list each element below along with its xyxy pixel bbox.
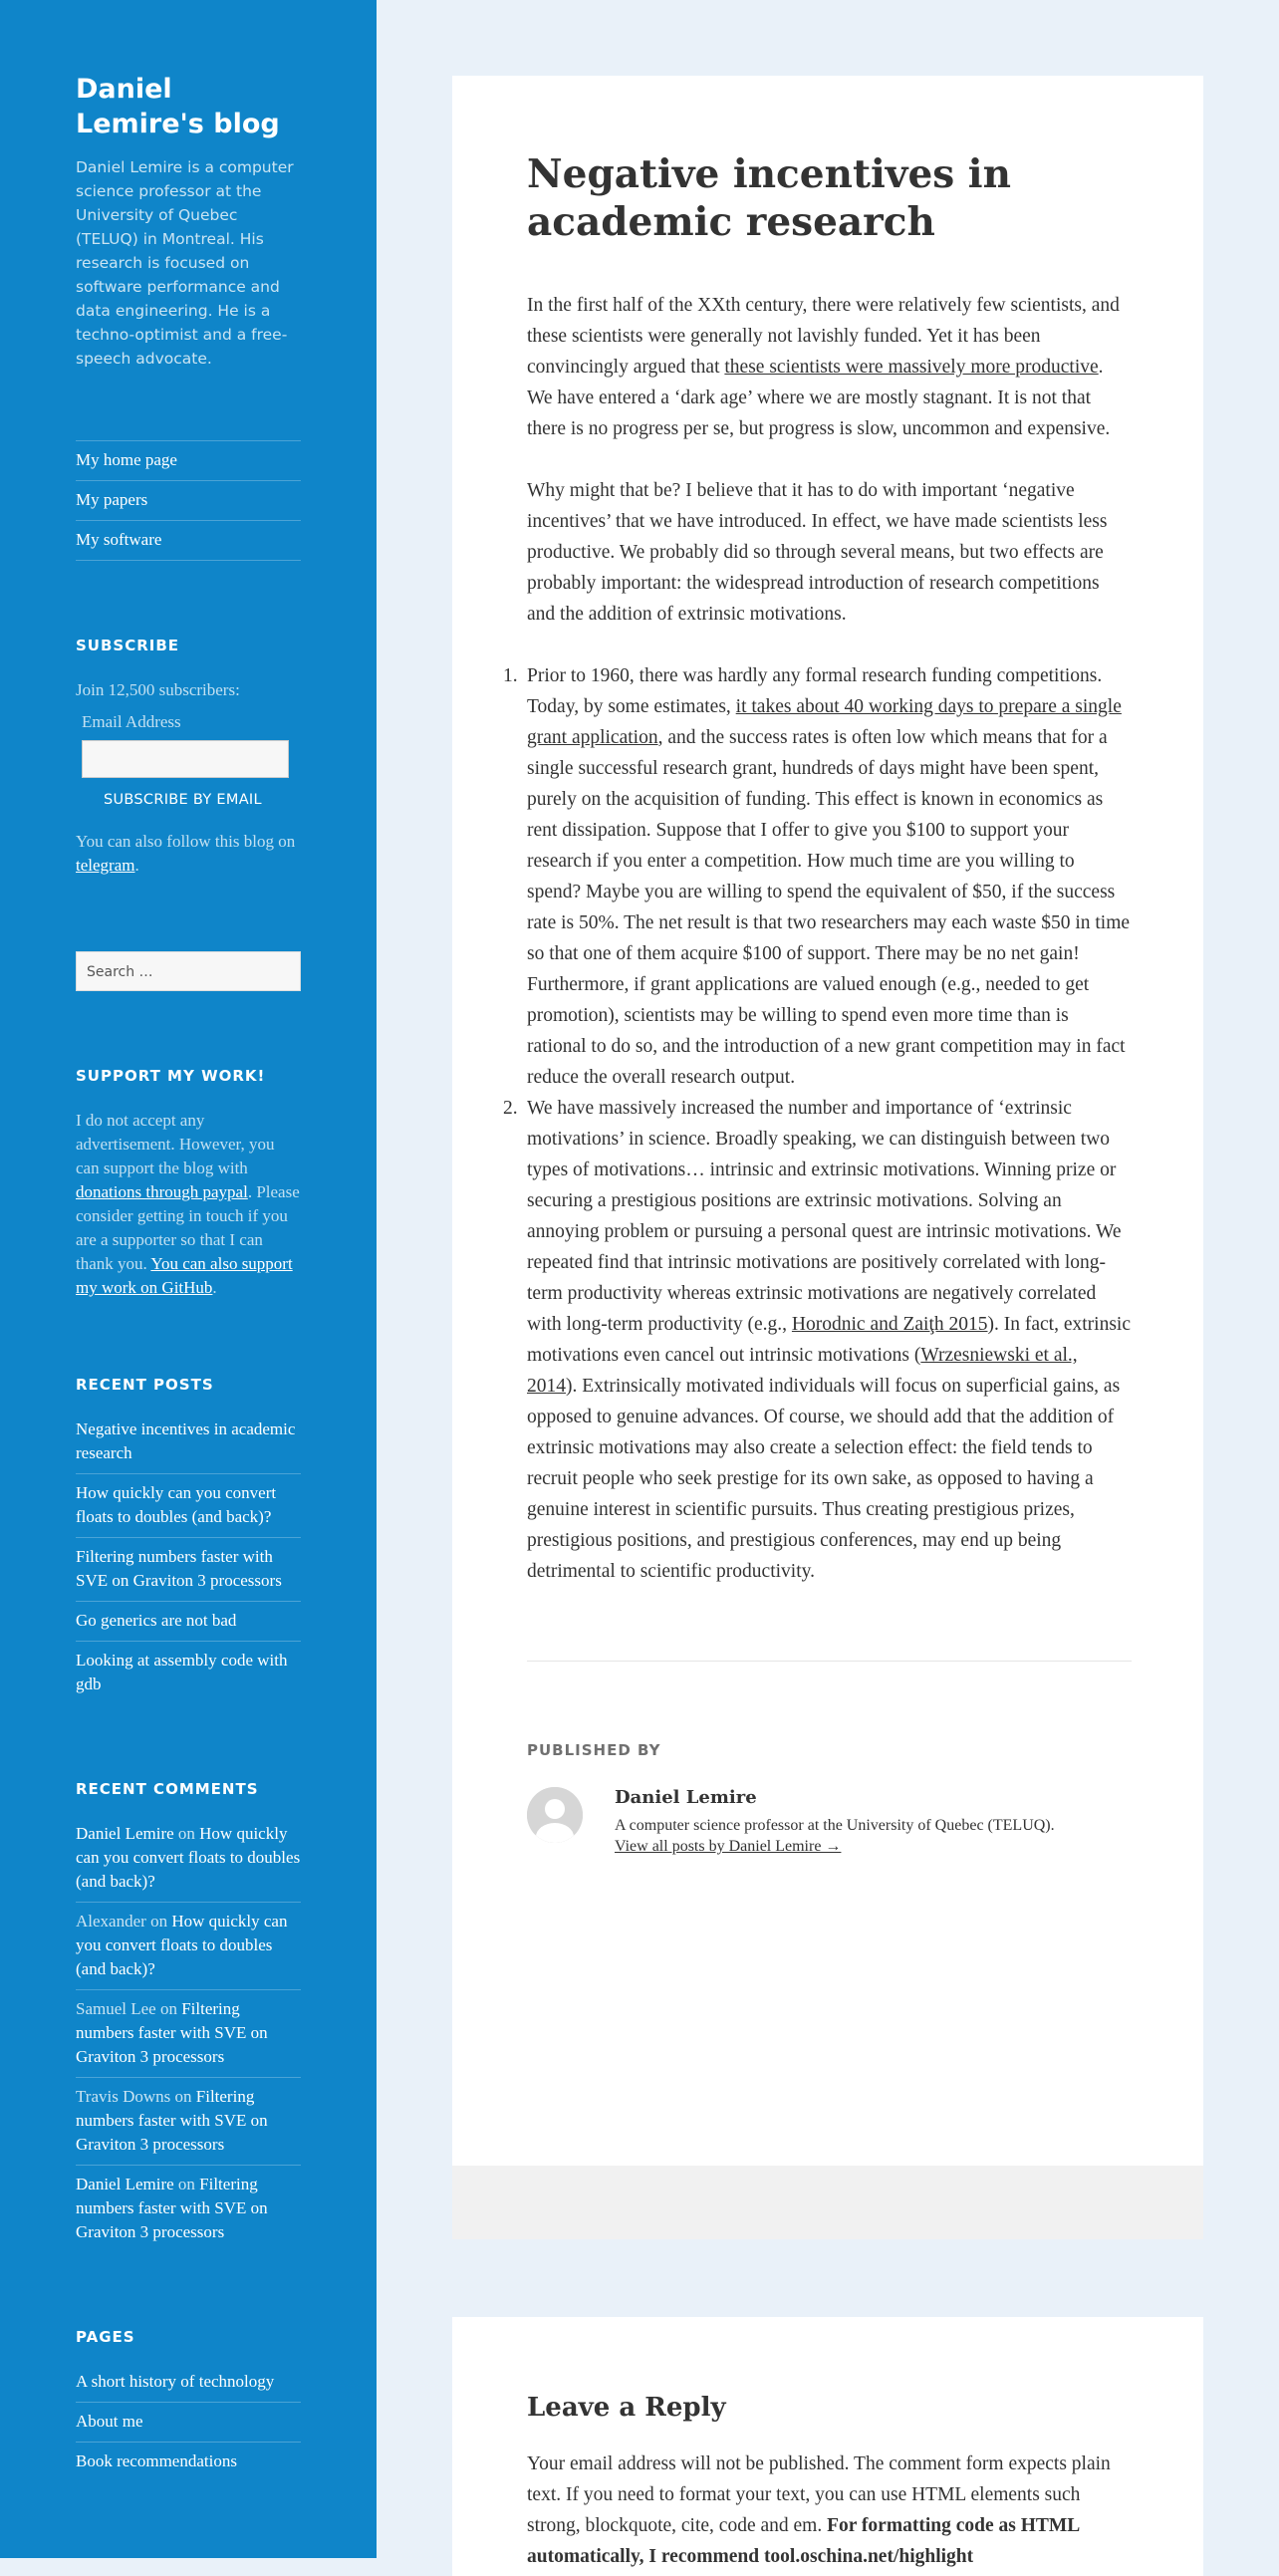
horodnic-link[interactable]: Horodnic and Zaiţh 2015 [791,1314,988,1335]
recent-posts-widget [76,1376,301,1704]
list-number: 2. [503,1098,518,1119]
recent-post-item[interactable]: How quickly can you convert floats to doubles (and back)? [76,1474,301,1538]
author-name: Daniel Lemire [615,1787,757,1808]
pages-list [76,2370,301,2481]
pages-title: PAGES [76,2328,135,2346]
email-label: Email Address [82,712,181,731]
reply-notice [527,2448,1132,2572]
recent-comments-title: RECENT COMMENTS [76,1780,259,1798]
main-menu [76,440,301,561]
grant-application-link[interactable]: it takes about 40 working days to prepare a single grant application [527,696,1122,748]
post-title: Negative incentives in academic research [527,151,1011,245]
telegram-link[interactable]: telegram [76,856,135,875]
recent-posts-list [76,1417,301,1704]
item1-text-b: , and the success rates is often low which means that for a single successful research grant, hundreds of days might have been spent, purely on the acquisition of funding. This effect is known in economics as rent dissipation. Suppose that I offer to give you $100 to support your research if you enter a competition. How much time are you willing to spend? Maybe you are willing to spend the equivalent of $50, if the success rate is 50%. The net result is that two researchers may each waste $50 in time so that one of them acquire $100 of support. There may be no net gain! Furthermore, if grant applications are valued enough (e.g., needed to get promotion), scientists may be willing to spend even more time than is rational to do so, and the introduction of a new grant competition may in fact reduce the overall research output. [527,727,1131,1088]
page-item[interactable]: About me [76,2403,301,2443]
comment-on-word: on [174,2087,192,2106]
author-bio: A computer science professor at the University of Quebec (TELUQ). [615,1817,1055,1834]
recent-comment-item [76,1822,301,1903]
author-info [615,1787,1055,1856]
list-item [503,1093,1132,1587]
wrzesniewski-link[interactable]: Wrzesniewski et al., 2014 [527,1345,1078,1397]
follow-text-after: . [134,856,139,875]
productive-scientists-link[interactable]: these scientists were massively more productive [724,357,1099,378]
subscribe-title: SUBSCRIBE [76,637,180,654]
recent-post-item[interactable]: Filtering numbers faster with SVE on Graviton 3 processors [76,1538,301,1602]
recent-post-item[interactable]: Looking at assembly code with gdb [76,1651,288,1693]
email-input[interactable] [82,740,289,778]
paypal-link[interactable]: donations through paypal [76,1182,248,1201]
recent-comments-widget [76,1780,301,2252]
github-link[interactable]: You can also support my work on GitHub [76,1254,293,1297]
comment-post-link[interactable]: Filtering numbers faster with SVE on Graviton 3 processors [76,2175,268,2241]
recent-comment-item [76,2078,301,2166]
page-item[interactable]: A short history of technology [76,2370,301,2403]
subscribe-text: Join 12,500 subscribers: [76,680,240,699]
post-article [452,76,1203,2239]
comment-author: Travis Downs [76,2087,171,2106]
recent-comments-list [76,1822,301,2252]
post-divider [527,1661,1132,1662]
p1-text-b: . We have entered a ‘dark age’ where we are mostly stagnant. It is not that there is no progress per se, but progress is slow, uncommon and expensive. [527,357,1111,439]
comment-on-word: on [150,1912,168,1931]
comment-author[interactable]: Daniel Lemire [76,2175,174,2193]
post-footer [452,2166,1203,2239]
comment-on-word: on [159,1999,177,2018]
comment-author: Samuel Lee [76,1999,156,2018]
author-box [527,1787,1132,1877]
comment-post-link[interactable]: How quickly can you convert floats to doubles (and back)? [76,1912,288,1978]
recent-comment-item [76,1990,301,2078]
view-all-posts-link[interactable]: View all posts by Daniel Lemire → [615,1838,842,1855]
post-paragraph-1 [527,290,1132,444]
item2-text-b: ). In fact, extrinsic motivations even cancel out intrinsic motivations ( [527,1314,1131,1366]
follow-text [76,830,301,878]
recent-posts-title: RECENT POSTS [76,1376,214,1394]
avatar [527,1787,583,1843]
support-text-1: I do not accept any advertisement. However, you can support the blog with [76,1111,275,1177]
support-text-3: . [212,1278,217,1297]
menu-item-software[interactable]: My software [76,521,301,561]
reply-text-a: Your email address will not be published. The comment form expects plain text. If you need to format your text, you can use HTML elements such strong, blockquote, cite, code and em. [527,2453,1111,2536]
site-description: Daniel Lemire is a computer science professor at the University of Quebec (TELUQ) in Montreal. His research is focused on software performance and data engineering. He is a techno-optimist and a free-speech advocate. [76,158,294,368]
list-number: 1. [503,665,518,686]
comment-author[interactable]: Daniel Lemire [76,1824,174,1843]
page-item[interactable]: Book recommendations [76,2451,237,2470]
support-title: SUPPORT MY WORK! [76,1067,266,1085]
sidebar [0,0,377,2558]
list-item-text [527,665,1130,1088]
p1-text-a: In the first half of the XXth century, there were relatively few scientists, and these scientists were generally not lavishly funded. Yet it has been convincingly argued that [527,295,1120,378]
published-by-label: PUBLISHED BY [527,1741,661,1759]
recent-post-item[interactable]: Go generics are not bad [76,1602,301,1642]
reply-title: Leave a Reply [527,2393,726,2423]
pages-widget [76,2328,301,2481]
comment-author: Alexander [76,1912,146,1931]
comment-post-link[interactable]: Filtering numbers faster with SVE on Graviton 3 processors [76,2087,268,2154]
site-title[interactable]: Daniel Lemire's blog [76,74,280,139]
follow-text-before: You can also follow this blog on [76,832,296,851]
menu-item-home[interactable]: My home page [76,441,301,481]
support-text-2: . Please consider getting in touch if you are a supporter so that I can thank you. [76,1182,300,1273]
recent-comment-item [76,1903,301,1990]
reply-section [452,2317,1203,2576]
comment-on-word: on [177,1824,195,1843]
comment-on-word: on [177,2175,195,2193]
item2-text-c: ). Extrinsically motivated individuals will focus on superficial gains, as opposed to genuine advances. Of course, we should add that the addition of extrinsic motivations may also create a selection effect: the field tends to recruit people who seek prestige for its own sake, as opposed to having a genuine interest in scientific pursuits. Thus creating prestigious prizes, prestigious positions, and prestigious conferences, may end up being detrimental to scientific productivity. [527,1376,1121,1582]
list-item-text [527,1098,1131,1582]
comment-post-link[interactable]: Filtering numbers faster with SVE on Graviton 3 processors [76,1999,268,2066]
menu-item-papers[interactable]: My papers [76,481,301,521]
subscribe-widget [76,637,301,878]
recent-post-item[interactable]: Negative incentives in academic research [76,1417,301,1474]
search-widget [76,951,301,991]
support-text [76,1109,301,1300]
reply-text-bold: For formatting code as HTML automatically, I recommend tool.oschina.net/highlight [527,2515,1080,2567]
list-item [503,660,1132,1093]
post-paragraph-2: Why might that be? I believe that it has to do with important ‘negative incentives’ that we have introduced. In effect, we have made scientists less productive. We probably did so through several means, but two effects are probably important: the widespread introduction of research competitions and the addition of extrinsic motivations. [527,480,1108,625]
support-widget [76,1067,301,1300]
comment-post-link[interactable]: How quickly can you convert floats to doubles (and back)? [76,1824,301,1891]
subscribe-button[interactable]: SUBSCRIBE BY EMAIL [104,792,262,808]
incentives-list [503,660,1132,1587]
item1-text-a: Prior to 1960, there was hardly any formal research funding competitions. Today, by some estimates, [527,665,1103,717]
item2-text-a: We have massively increased the number and importance of ‘extrinsic motivations’ in science. Broadly speaking, we can distinguish between two types of motivations… intrinsic and extrinsic motivations. Winning prize or securing a prestigious positions are extrinsic motivations. Solving an annoying problem or pursuing a personal quest are intrinsic motivations. We repeated find that intrinsic motivations are positively correlated with long-term productivity whereas extrinsic motivations are negatively correlated with long-term productivity (e.g., [527,1098,1122,1335]
search-input[interactable]: Search … [76,951,301,991]
recent-comment-item [76,2166,301,2252]
